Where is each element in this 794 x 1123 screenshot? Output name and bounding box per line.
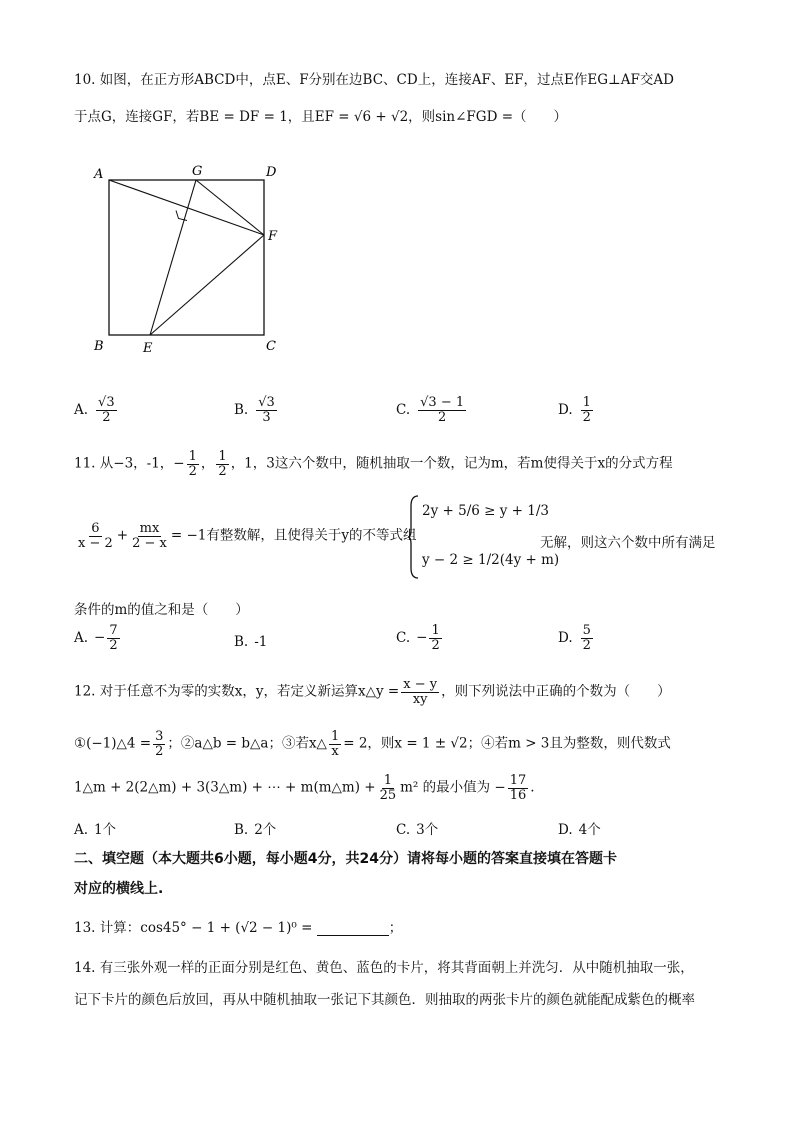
q11-option-b[interactable]: B. -1 bbox=[234, 634, 268, 650]
q11-after-system: 无解，则这六个数中所有满足 bbox=[540, 535, 716, 551]
label-e: E bbox=[143, 341, 153, 356]
q12-option-a[interactable]: A. 1个 bbox=[74, 822, 117, 838]
q10-line1: 10. 如图，在正方形ABCD中，点E、F分别在边BC、CD上，连接AF、EF，过点E作EG⊥AF交AD bbox=[74, 72, 674, 88]
q10-option-c[interactable]: C. $\frac{√3 - 1}{2}$ bbox=[396, 395, 465, 425]
label-f: F bbox=[268, 229, 278, 244]
q12-line2: ①(−1)△4 = $\frac{3}{2}$ ；②a△b = b△a；③若x△ $\frac{1}{x}$ = 2，则x = 1 ± √2；④若m > 3且为整数，则代数式 bbox=[74, 729, 671, 759]
q11-line3: 条件的m的值之和是（ ） bbox=[74, 602, 249, 618]
q11-option-a[interactable]: A. − $\frac{7}{2}$ bbox=[74, 623, 118, 653]
q11-option-d[interactable]: D. $\frac{5}{2}$ bbox=[558, 623, 591, 653]
label-g: G bbox=[192, 164, 203, 179]
q11-line1: 11. 从−3，-1，− $\frac{1}{2}$ ， $\frac{1}{2}$ ，1，3这六个数中，随机抽取一个数，记为m，若m使得关于x的分式方程 bbox=[74, 449, 673, 479]
square-abcd bbox=[109, 180, 264, 335]
q12-line3: 1△m + 2(2△m) + 3(3△m) + ⋯ + m(m△m) + $\frac{1}{25}$ m² 的最小值为 − $\frac{17}{16}$ . bbox=[74, 773, 535, 803]
q12-option-d[interactable]: D. 4个 bbox=[558, 822, 601, 838]
system-brace bbox=[408, 494, 420, 580]
q13-answer-blank[interactable] bbox=[317, 921, 389, 936]
segment-af bbox=[109, 180, 264, 235]
label-a: A bbox=[94, 167, 104, 182]
label-d: D bbox=[266, 165, 277, 180]
q11-option-c[interactable]: C. − $\frac{1}{2}$ bbox=[396, 623, 440, 653]
q14-line2: 记下卡片的颜色后放回，再从中随机抽取一张记下其颜色．则抽取的两张卡片的颜色就能配成紫色的概率 bbox=[74, 992, 695, 1008]
q10-option-a[interactable]: A. $\frac{√3}{2}$ bbox=[74, 395, 115, 425]
inequality-2: y − 2 ≥ 1/2(4y + m) bbox=[422, 552, 560, 568]
q10-line2: 于点G，连接GF，若BE = DF = 1，且EF = √6 + √2，则sin∠FGD =（ ） bbox=[74, 109, 568, 125]
inequality-1: 2y + 5/6 ≥ y + 1/3 bbox=[422, 503, 549, 519]
label-b: B bbox=[94, 339, 104, 354]
section2-heading-line1: 二、填空题（本大题共6小题，每小题4分，共24分）请将每小题的答案直接填在答题卡 bbox=[74, 851, 617, 867]
section2-heading-line2: 对应的横线上. bbox=[74, 881, 164, 897]
segment-ef bbox=[150, 235, 264, 335]
q12-option-c[interactable]: C. 3个 bbox=[396, 822, 439, 838]
q10-option-d[interactable]: D. $\frac{1}{2}$ bbox=[558, 395, 591, 425]
q12-option-b[interactable]: B. 2个 bbox=[234, 822, 277, 838]
q11-equation: $\frac{6}{x - 2}$ + $\frac{mx}{2 - x}$ = −1有整数解，且使得关于y的不等式组 bbox=[78, 521, 417, 551]
label-c: C bbox=[266, 339, 276, 354]
q10-option-b[interactable]: B. $\frac{√3}{3}$ bbox=[234, 395, 275, 425]
q13-line: 13. 计算：cos45° − 1 + (√2 − 1)⁰ = ； bbox=[74, 920, 403, 936]
q10-figure bbox=[84, 160, 314, 360]
q12-line1: 12. 对于任意不为零的实数x，y，若定义新运算x△y = $\frac{x - y}{xy}$ ，则下列说法中正确的个数为（ ） bbox=[74, 677, 671, 707]
q14-line1: 14. 有三张外观一样的正面分别是红色、黄色、蓝色的卡片，将其背面朝上并洗匀．从中随机抽取一张， bbox=[74, 960, 694, 976]
segment-gf bbox=[196, 180, 264, 235]
